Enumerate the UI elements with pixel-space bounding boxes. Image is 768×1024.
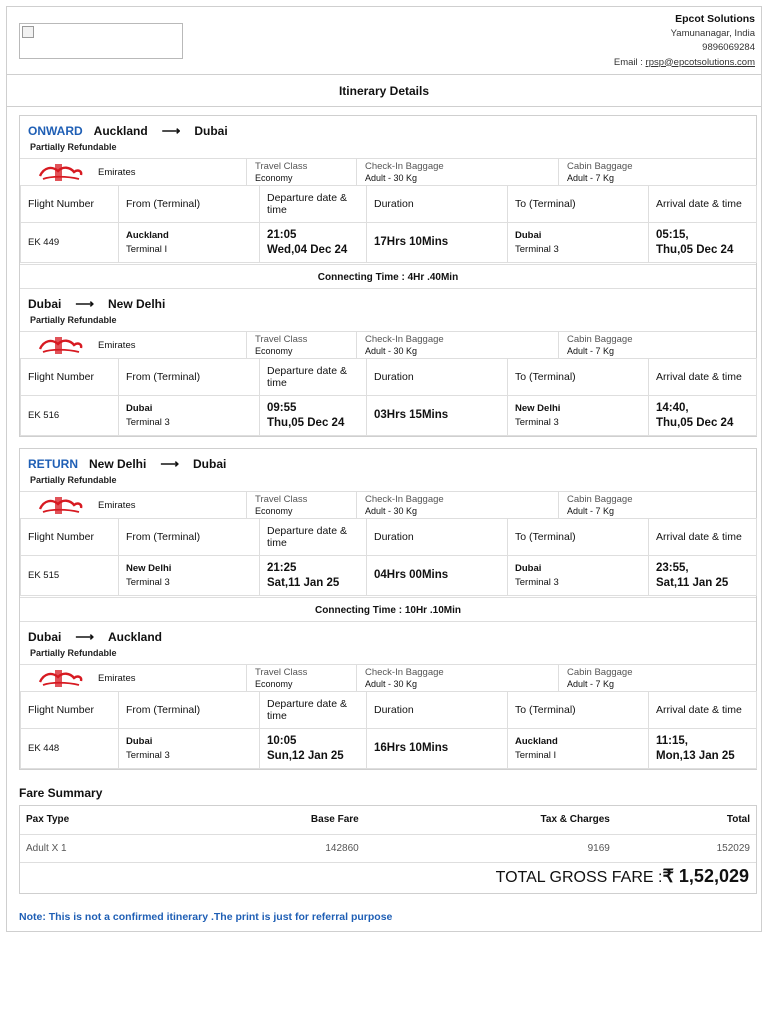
col-departure: Departure date & time [260, 359, 367, 396]
to-terminal-value: Terminal 3 [515, 244, 559, 255]
arrival [649, 396, 757, 436]
to-terminal-value: Terminal I [515, 750, 557, 761]
from-terminal [119, 729, 260, 769]
company-email-link[interactable]: rpsp@epcotsolutions.com [645, 56, 755, 68]
col-duration: Duration [367, 359, 508, 396]
checkin-baggage-value: Adult - 30 Kg [365, 506, 418, 516]
col-from-terminal: From (Terminal) [119, 692, 260, 729]
cabin-baggage-cell [558, 159, 756, 186]
col-flight-number: Flight Number [21, 519, 119, 556]
departure-time: 09:55 [267, 401, 297, 414]
to-city: Dubai [515, 563, 542, 574]
departure-date: Thu,05 Dec 24 [267, 416, 345, 429]
cabin-baggage-cell [558, 665, 756, 692]
direction-label: RETURN [28, 457, 78, 471]
departure [260, 729, 367, 769]
departure [260, 556, 367, 596]
col-tax-charges: Tax & Charges [365, 806, 616, 834]
flight-table-header [21, 519, 757, 556]
airline-name: Emirates [98, 340, 136, 351]
table-row [21, 396, 757, 436]
segment-header [28, 296, 165, 325]
company-name: Epcot Solutions [675, 13, 755, 25]
checkin-baggage-cell [356, 332, 558, 359]
to-terminal [508, 556, 649, 596]
company-logo [19, 23, 183, 59]
to-city: New Delhi [515, 403, 561, 414]
departure-date: Wed,04 Dec 24 [267, 243, 348, 256]
emirates-logo-icon [34, 668, 86, 689]
duration: 17Hrs 10Mins [367, 223, 508, 263]
col-flight-number: Flight Number [21, 186, 119, 223]
broken-image-icon [22, 26, 34, 38]
segment-header [28, 456, 226, 485]
cabin-baggage-cell [558, 332, 756, 359]
arrival-time: 05:15, [656, 228, 689, 241]
travel-class-label: Travel Class [255, 667, 308, 678]
cabin-baggage-value: Adult - 7 Kg [567, 679, 615, 689]
arrival [649, 729, 757, 769]
connecting-time: Connecting Time : 4Hr .40Min [20, 264, 756, 289]
base-fare: 142860 [180, 834, 365, 862]
route-arrow-icon: ⟶ [160, 456, 179, 471]
departure-time: 21:05 [267, 228, 297, 241]
col-departure: Departure date & time [260, 692, 367, 729]
departure-time: 10:05 [267, 734, 297, 747]
destination-city: Auckland [107, 630, 162, 644]
destination-city: Dubai [194, 124, 228, 138]
from-terminal-value: Terminal 3 [126, 577, 170, 588]
travel-class-cell [246, 159, 356, 186]
travel-class-label: Travel Class [255, 161, 308, 172]
from-city: Auckland [126, 230, 169, 241]
to-city: Dubai [515, 230, 542, 241]
origin-city: Auckland [93, 124, 148, 138]
checkin-baggage-label: Check-In Baggage [365, 334, 444, 345]
company-phone: 9896069284 [702, 42, 755, 53]
arrival-date: Mon,13 Jan 25 [656, 749, 735, 762]
origin-city: Dubai [28, 630, 62, 644]
arrival-date: Sat,11 Jan 25 [656, 576, 729, 589]
airline-row [20, 158, 756, 185]
cabin-baggage-value: Adult - 7 Kg [567, 346, 615, 356]
departure [260, 223, 367, 263]
checkin-baggage-value: Adult - 30 Kg [365, 173, 418, 183]
col-duration: Duration [367, 519, 508, 556]
flight-table [20, 691, 757, 769]
col-departure: Departure date & time [260, 519, 367, 556]
itinerary-page [6, 6, 762, 932]
gross-fare-amount: ₹ 1,52,029 [662, 866, 749, 886]
table-row [21, 729, 757, 769]
to-terminal-value: Terminal 3 [515, 577, 559, 588]
checkin-baggage-value: Adult - 30 Kg [365, 679, 418, 689]
to-terminal [508, 396, 649, 436]
travel-class-cell [246, 665, 356, 692]
from-terminal-value: Terminal I [126, 244, 168, 255]
table-row [20, 834, 756, 862]
col-duration: Duration [367, 692, 508, 729]
airline-row [20, 331, 756, 358]
checkin-baggage-cell [356, 159, 558, 186]
checkin-baggage-label: Check-In Baggage [365, 494, 444, 505]
company-email-label: Email : [613, 56, 646, 68]
arrival-time: 11:15, [656, 734, 688, 747]
travel-class-cell [246, 332, 356, 359]
checkin-baggage-cell [356, 665, 558, 692]
total-gross-fare [496, 866, 749, 887]
departure-time: 21:25 [267, 561, 297, 574]
col-arrival: Arrival date & time [649, 359, 757, 396]
destination-city: New Delhi [107, 297, 166, 311]
table-row [21, 223, 757, 263]
from-city: Dubai [126, 736, 153, 747]
disclaimer-note: Note: This is not a confirmed itinerary .The print is just for referral purpose [19, 911, 393, 923]
from-terminal [119, 223, 260, 263]
segment-header [28, 629, 162, 658]
tax-charges: 9169 [365, 834, 616, 862]
flight-table [20, 185, 757, 263]
col-arrival: Arrival date & time [649, 186, 757, 223]
travel-class-cell [246, 492, 356, 519]
flight-table-header [21, 359, 757, 396]
arrival [649, 223, 757, 263]
emirates-logo-icon [34, 335, 86, 356]
route-arrow-icon: ⟶ [75, 296, 94, 311]
flight-table-header [21, 692, 757, 729]
cabin-baggage-cell [558, 492, 756, 519]
cabin-baggage-label: Cabin Baggage [567, 161, 633, 172]
fare-table-header [20, 806, 756, 834]
onward-journey [19, 115, 757, 437]
emirates-logo-icon [34, 162, 86, 183]
to-terminal [508, 729, 649, 769]
travel-class-value: Economy [255, 346, 293, 356]
refund-status: Partially Refundable [30, 142, 117, 152]
from-terminal [119, 556, 260, 596]
cabin-baggage-value: Adult - 7 Kg [567, 506, 615, 516]
fare-table [20, 806, 756, 863]
airline-name: Emirates [98, 167, 136, 178]
direction-label: ONWARD [28, 124, 83, 138]
arrival [649, 556, 757, 596]
checkin-baggage-cell [356, 492, 558, 519]
airline-row [20, 491, 756, 518]
col-to-terminal: To (Terminal) [508, 692, 649, 729]
to-city: Auckland [515, 736, 558, 747]
col-pax-type: Pax Type [20, 806, 180, 834]
refund-status: Partially Refundable [30, 475, 117, 485]
col-duration: Duration [367, 186, 508, 223]
departure-date: Sun,12 Jan 25 [267, 749, 344, 762]
col-to-terminal: To (Terminal) [508, 359, 649, 396]
airline-name: Emirates [98, 500, 136, 511]
segment-header [28, 123, 228, 152]
cabin-baggage-value: Adult - 7 Kg [567, 173, 615, 183]
to-terminal [508, 223, 649, 263]
return-journey [19, 448, 757, 770]
col-to-terminal: To (Terminal) [508, 186, 649, 223]
cabin-baggage-label: Cabin Baggage [567, 667, 633, 678]
airline-name: Emirates [98, 673, 136, 684]
cabin-baggage-label: Cabin Baggage [567, 494, 633, 505]
col-flight-number: Flight Number [21, 692, 119, 729]
route [28, 629, 162, 645]
page-title: Itinerary Details [7, 75, 761, 107]
travel-class-value: Economy [255, 173, 293, 183]
company-info [614, 12, 755, 70]
flight-number: EK 516 [21, 396, 119, 436]
col-base-fare: Base Fare [180, 806, 365, 834]
col-arrival: Arrival date & time [649, 692, 757, 729]
from-terminal-value: Terminal 3 [126, 750, 170, 761]
to-terminal-value: Terminal 3 [515, 417, 559, 428]
origin-city: Dubai [28, 297, 62, 311]
from-terminal [119, 396, 260, 436]
route [28, 123, 228, 139]
flight-number: EK 449 [21, 223, 119, 263]
col-from-terminal: From (Terminal) [119, 359, 260, 396]
col-to-terminal: To (Terminal) [508, 519, 649, 556]
route [28, 296, 165, 312]
connecting-time: Connecting Time : 10Hr .10Min [20, 597, 756, 622]
from-city: Dubai [126, 403, 153, 414]
pax-type: Adult X 1 [20, 834, 180, 862]
flight-table [20, 358, 757, 436]
from-city: New Delhi [126, 563, 172, 574]
departure-date: Sat,11 Jan 25 [267, 576, 340, 589]
duration: 04Hrs 00Mins [367, 556, 508, 596]
duration: 16Hrs 10Mins [367, 729, 508, 769]
emirates-logo-icon [34, 495, 86, 516]
refund-status: Partially Refundable [30, 648, 117, 658]
cabin-baggage-label: Cabin Baggage [567, 334, 633, 345]
col-arrival: Arrival date & time [649, 519, 757, 556]
travel-class-value: Economy [255, 506, 293, 516]
from-terminal-value: Terminal 3 [126, 417, 170, 428]
col-from-terminal: From (Terminal) [119, 519, 260, 556]
arrival-time: 14:40, [656, 401, 689, 414]
col-total: Total [616, 806, 756, 834]
checkin-baggage-label: Check-In Baggage [365, 161, 444, 172]
arrival-date: Thu,05 Dec 24 [656, 243, 734, 256]
travel-class-label: Travel Class [255, 334, 308, 345]
travel-class-label: Travel Class [255, 494, 308, 505]
table-row [21, 556, 757, 596]
duration: 03Hrs 15Mins [367, 396, 508, 436]
arrival-time: 23:55, [656, 561, 689, 574]
airline-row [20, 664, 756, 691]
total-fare: 152029 [616, 834, 756, 862]
col-departure: Departure date & time [260, 186, 367, 223]
destination-city: Dubai [193, 457, 227, 471]
refund-status: Partially Refundable [30, 315, 117, 325]
origin-city: New Delhi [89, 457, 147, 471]
route [28, 456, 226, 472]
gross-fare-label: TOTAL GROSS FARE : [495, 869, 663, 886]
company-email-line [614, 56, 755, 71]
col-flight-number: Flight Number [21, 359, 119, 396]
travel-class-value: Economy [255, 679, 293, 689]
checkin-baggage-value: Adult - 30 Kg [365, 346, 418, 356]
route-arrow-icon: ⟶ [75, 629, 94, 644]
col-from-terminal: From (Terminal) [119, 186, 260, 223]
checkin-baggage-label: Check-In Baggage [365, 667, 444, 678]
arrival-date: Thu,05 Dec 24 [656, 416, 734, 429]
flight-table [20, 518, 757, 596]
departure [260, 396, 367, 436]
route-arrow-icon: ⟶ [161, 123, 181, 138]
flight-number: EK 448 [21, 729, 119, 769]
company-header [7, 7, 761, 75]
fare-summary [19, 805, 757, 894]
flight-table-header [21, 186, 757, 223]
fare-summary-title: Fare Summary [19, 786, 103, 800]
company-city: Yamunanagar, India [670, 27, 755, 39]
flight-number: EK 515 [21, 556, 119, 596]
